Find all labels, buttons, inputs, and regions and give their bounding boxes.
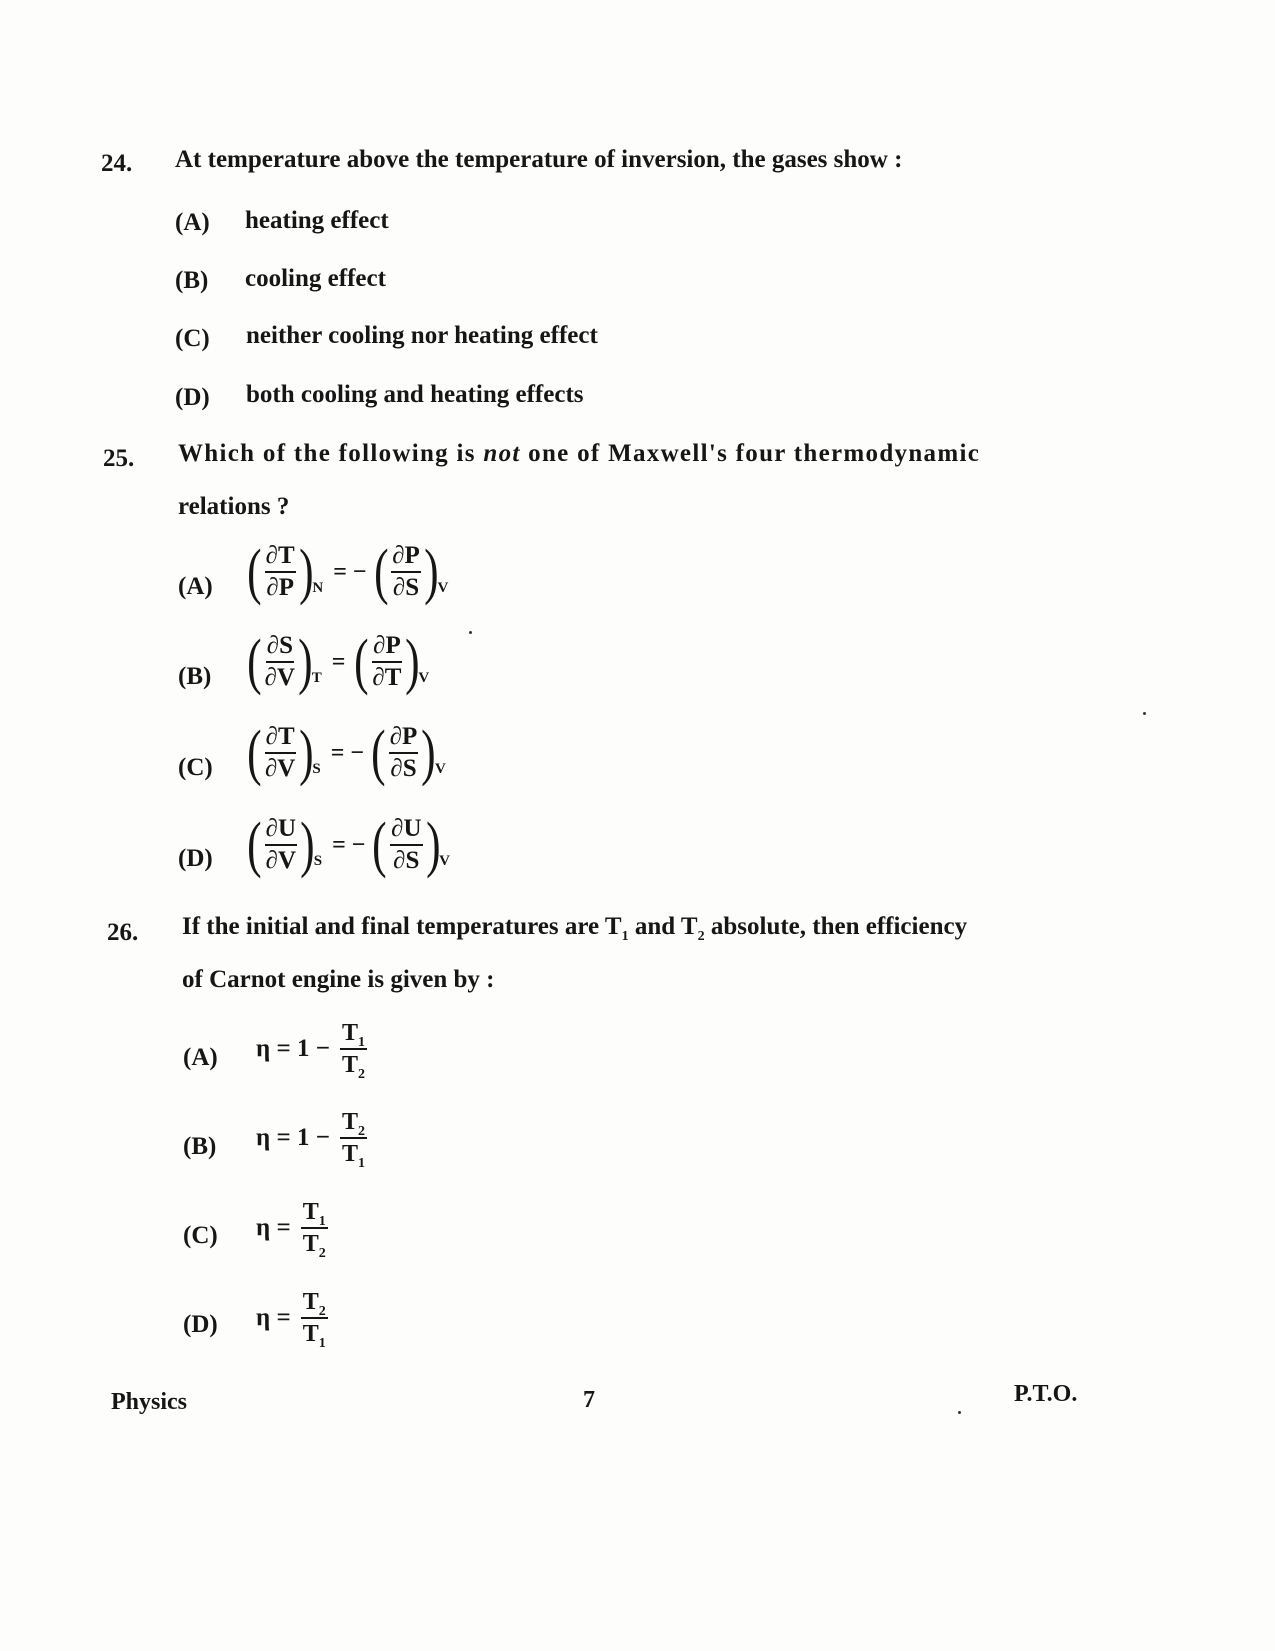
emphasis-not: not bbox=[483, 440, 521, 467]
q24-option-c-text: neither cooling nor heating effect bbox=[246, 322, 598, 349]
q24-option-c-letter: (C) bbox=[175, 325, 210, 352]
question-26-number: 26. bbox=[107, 919, 139, 946]
question-25-text-line-1: Which of the following is not one of Maxwell's four thermodynamic bbox=[178, 440, 981, 467]
q25-option-a-equation: ( $\frac{\partial T}{\partial P}$ ) N = − ( $\frac{\partial P}{\partial S}$ ) V bbox=[247, 538, 449, 606]
q25-option-a-letter: (A) bbox=[178, 573, 213, 600]
q25-option-b-letter: (B) bbox=[178, 663, 212, 690]
q24-option-b-letter: (B) bbox=[175, 267, 209, 294]
question-25-text-line-2: relations ? bbox=[178, 493, 290, 520]
scan-speck bbox=[1143, 712, 1146, 715]
q26-option-b-letter: (B) bbox=[183, 1133, 217, 1160]
q24-option-d-text: both cooling and heating effects bbox=[246, 381, 584, 408]
question-24-text: At temperature above the temperature of inversion, the gases show : bbox=[175, 146, 903, 173]
q26-option-d-letter: (D) bbox=[183, 1311, 218, 1338]
q25-option-c-letter: (C) bbox=[178, 754, 213, 781]
question-25-number: 25. bbox=[103, 445, 135, 472]
q25-option-c-equation: ( $\frac{\partial T}{\partial V}$ ) S = − ( $\frac{\partial P}{\partial S}$ ) V bbox=[247, 719, 446, 787]
footer-subject: Physics bbox=[111, 1389, 188, 1415]
q26-option-a-formula: η = 1 − $\frac{T_1}{T_2}$ bbox=[256, 1020, 365, 1083]
question-26-text-line-2: of Carnot engine is given by : bbox=[182, 966, 495, 993]
scan-speck bbox=[958, 1411, 961, 1414]
q25-option-d-letter: (D) bbox=[178, 845, 213, 872]
q26-option-a-letter: (A) bbox=[183, 1044, 218, 1071]
scan-speck bbox=[469, 631, 472, 634]
question-24-number: 24. bbox=[101, 150, 133, 177]
q24-option-b-text: cooling effect bbox=[245, 265, 386, 292]
q24-option-a-text: heating effect bbox=[245, 207, 389, 234]
q24-option-a-letter: (A) bbox=[175, 209, 210, 236]
q24-option-d-letter: (D) bbox=[175, 384, 210, 411]
question-26-text-line-1: If the initial and final temperatures are $T_1$ and $T_2$ absolute, then efficiency bbox=[182, 913, 968, 944]
footer-pto: P.T.O. bbox=[1014, 1381, 1078, 1407]
q25-option-d-equation: ( $\frac{\partial U}{\partial V}$ ) S = − ( $\frac{\partial U}{\partial S}$ ) V bbox=[247, 811, 451, 879]
footer-page-number: 7 bbox=[583, 1387, 595, 1413]
q26-option-d-formula: η = $\frac{T_2}{T_1}$ bbox=[256, 1289, 326, 1352]
q26-option-b-formula: η = 1 − $\frac{T_2}{T_1}$ bbox=[256, 1109, 365, 1172]
q26-option-c-letter: (C) bbox=[183, 1222, 218, 1249]
q25-option-b-equation: ( $\frac{\partial S}{\partial V}$ ) T = ( $\frac{\partial P}{\partial T}$ ) V bbox=[247, 628, 430, 696]
q26-option-c-formula: η = $\frac{T_1}{T_2}$ bbox=[256, 1199, 326, 1262]
